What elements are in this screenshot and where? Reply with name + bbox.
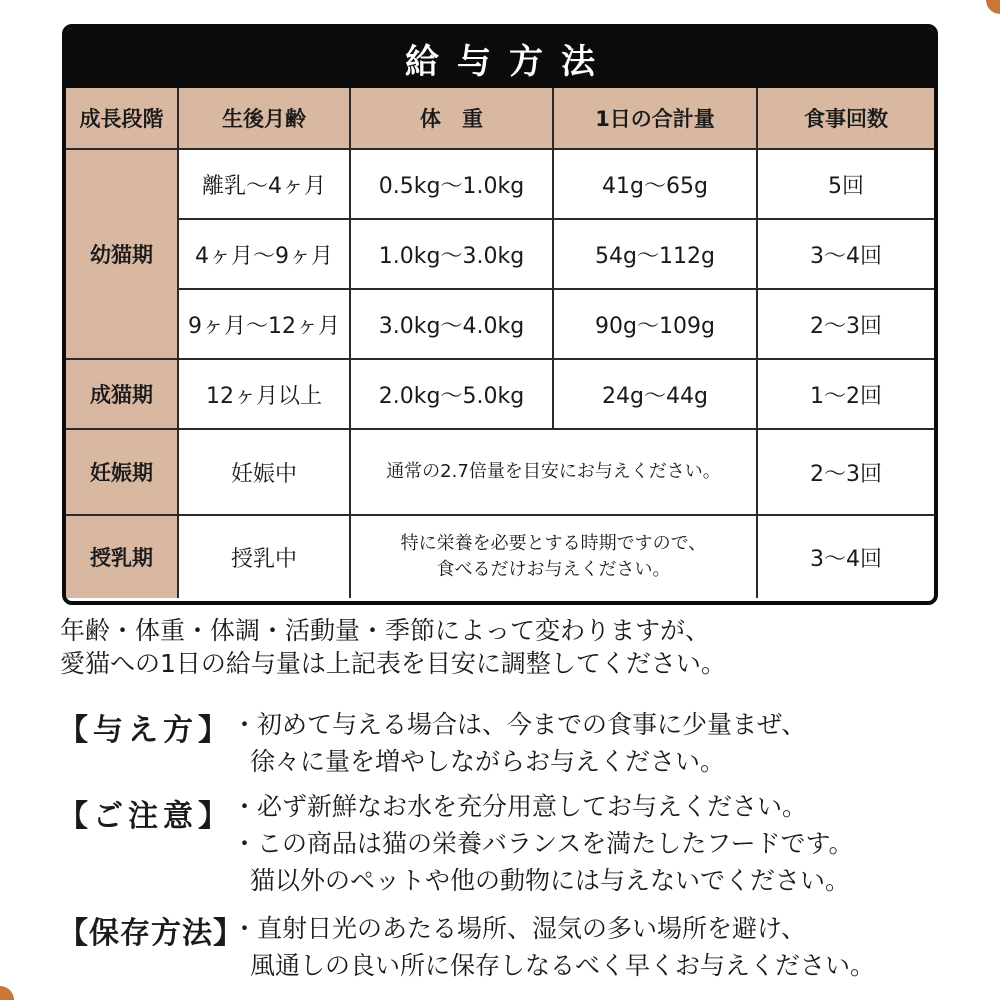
table-row bbox=[66, 359, 934, 429]
corner-decoration-bottom bbox=[0, 986, 14, 1000]
cell-weight: 0.5kg～1.0kg bbox=[350, 149, 553, 219]
cell-age: 12ヶ月以上 bbox=[178, 359, 350, 429]
cell-age: 授乳中 bbox=[178, 515, 350, 598]
table-row bbox=[66, 515, 934, 598]
cell-age: 離乳～4ヶ月 bbox=[178, 149, 350, 219]
feeding-label: 【与え方】 bbox=[58, 713, 233, 748]
storage-label: 【保存方法】 bbox=[58, 916, 244, 951]
caution-line: 猫以外のペットや他の動物には与えないでください。 bbox=[250, 866, 851, 895]
storage-text bbox=[232, 910, 875, 984]
stage-pregnancy: 妊娠期 bbox=[66, 429, 178, 515]
header-amount: 1日の合計量 bbox=[553, 88, 757, 149]
note-line: 食べるだけお与えください。 bbox=[436, 559, 671, 580]
feeding-grid bbox=[66, 88, 934, 598]
storage-line: 風通しの良い所に保存しなるべく早くお与えください。 bbox=[250, 951, 876, 980]
intro-text bbox=[60, 614, 726, 680]
table-row bbox=[66, 149, 934, 219]
storage-line: ・直射日光のあたる場所、湿気の多い場所を避け、 bbox=[232, 914, 807, 943]
cell-meals: 3～4回 bbox=[757, 515, 934, 598]
cell-age: 妊娠中 bbox=[178, 429, 350, 515]
feeding-line: ・初めて与える場合は、今までの食事に少量まぜ、 bbox=[232, 710, 807, 739]
caution-label: 【ご注意】 bbox=[58, 799, 233, 834]
note-line: 特に栄養を必要とする時期ですので、 bbox=[400, 533, 707, 554]
feeding-table bbox=[62, 24, 938, 605]
feeding-text bbox=[232, 706, 806, 780]
stage-kitten: 幼猫期 bbox=[66, 149, 178, 359]
cell-meals: 2～3回 bbox=[757, 429, 934, 515]
cell-meals: 2～3回 bbox=[757, 289, 934, 359]
cell-amount: 41g～65g bbox=[553, 149, 757, 219]
header-weight: 体 重 bbox=[350, 88, 553, 149]
cell-amount: 90g～109g bbox=[553, 289, 757, 359]
cell-age: 4ヶ月～9ヶ月 bbox=[178, 219, 350, 289]
cell-weight: 2.0kg～5.0kg bbox=[350, 359, 553, 429]
stage-adult: 成猫期 bbox=[66, 359, 178, 429]
caution-text bbox=[232, 788, 854, 899]
table-row bbox=[66, 289, 934, 359]
cell-weight: 1.0kg～3.0kg bbox=[350, 219, 553, 289]
caution-line: ・必ず新鮮なお水を充分用意してお与えください。 bbox=[232, 792, 808, 821]
cell-age: 9ヶ月～12ヶ月 bbox=[178, 289, 350, 359]
header-age: 生後月齢 bbox=[178, 88, 350, 149]
intro-line: 年齢・体重・体調・活動量・季節によって変わりますが、 bbox=[60, 616, 711, 645]
cell-note: 通常の2.7倍量を目安にお与えください。 bbox=[350, 429, 757, 515]
header-row bbox=[66, 88, 934, 149]
cell-weight: 3.0kg～4.0kg bbox=[350, 289, 553, 359]
table-title: 給与方法 bbox=[66, 28, 934, 88]
header-meals: 食事回数 bbox=[757, 88, 934, 149]
cell-note bbox=[350, 515, 757, 598]
table-row bbox=[66, 219, 934, 289]
cell-meals: 3～4回 bbox=[757, 219, 934, 289]
cell-amount: 24g～44g bbox=[553, 359, 757, 429]
cell-amount: 54g～112g bbox=[553, 219, 757, 289]
feeding-line: 徐々に量を増やしながらお与えください。 bbox=[250, 747, 726, 776]
table-row bbox=[66, 429, 934, 515]
cell-meals: 5回 bbox=[757, 149, 934, 219]
header-stage: 成長段階 bbox=[66, 88, 178, 149]
stage-lactation: 授乳期 bbox=[66, 515, 178, 598]
caution-line: ・この商品は猫の栄養バランスを満たしたフードです。 bbox=[232, 829, 854, 858]
cell-meals: 1～2回 bbox=[757, 359, 934, 429]
intro-line: 愛猫への1日の給与量は上記表を目安に調整してください。 bbox=[60, 649, 726, 678]
corner-decoration-top bbox=[986, 0, 1000, 14]
